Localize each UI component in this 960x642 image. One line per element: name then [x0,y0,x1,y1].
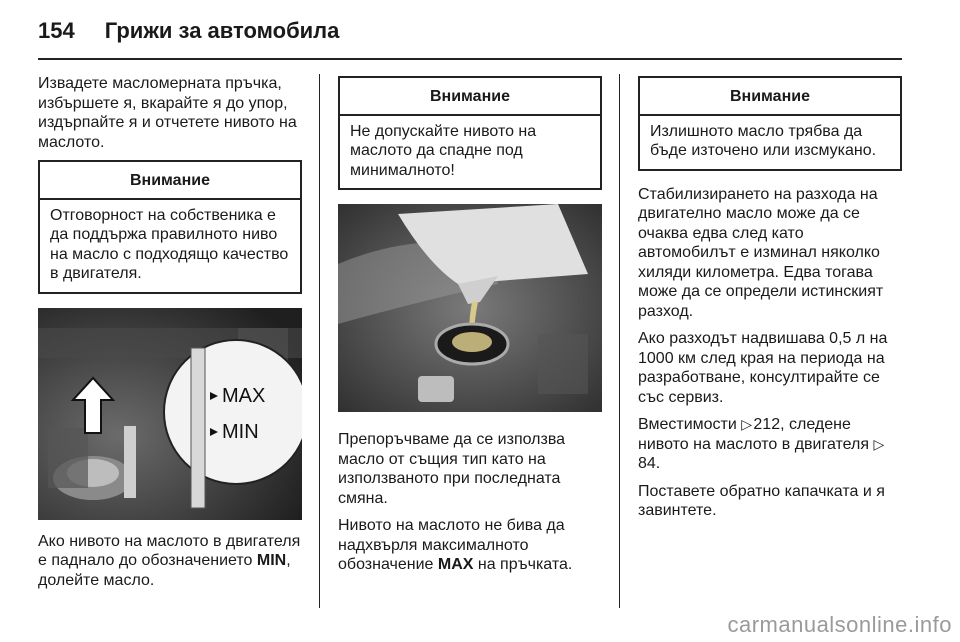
note-body: Излишното масло трябва да бъде източено или изсмукано. [650,122,877,159]
header-rule [38,58,902,60]
page-reference[interactable]: 212 [753,416,781,433]
page-reference[interactable]: 84 [638,455,656,472]
paragraph [638,415,902,474]
paragraph: Препоръчваме да се използва масло от същия тип като на използваното при последната смяна. [338,431,566,507]
text-run: , следене нивото на маслото в двигателя [638,416,874,453]
watermark: carmanualsonline.info [727,612,952,637]
dipstick-illustration [38,308,302,520]
paragraph [338,516,602,575]
page-number: 154 [38,18,75,43]
text-run: Вместимости [638,416,742,433]
paragraph: Ако разходът надвишава 0,5 л на 1000 км след края на периода на разработване, консултирайте се със сервиз. [638,330,888,406]
text-run: на пръчката. [473,556,573,573]
paragraph: Извадете масломерната пръчка, избършете я, вкарайте я до упор, издърпайте я и отчетете нивото на маслото. [38,75,297,151]
reference-triangle-icon: ▷ [873,435,885,452]
column-2 [338,74,602,583]
warning-note [638,76,902,171]
text-run-bold: MIN [256,552,287,569]
reference-triangle-icon: ▷ [741,416,753,432]
page-header [38,14,339,48]
warning-note [38,160,302,294]
min-label: MIN [222,420,259,443]
note-title: Внимание [640,78,900,116]
paragraph: Поставете обратно капачката и я завинтете. [638,482,885,519]
note-body: Не допускайте нивото на маслото да спадне под минималното! [350,122,537,179]
text-run: . [655,455,661,472]
note-body: Отговорност на собственика е да поддържа правилното ниво на масло с подходящо качество в двигателя. [50,206,289,282]
dipstick-image [38,308,302,520]
paragraph: Стабилизирането на разхода на двигателно масло може да се очаква едва след като автомобилът е изминал няколко хиляди километра. Едва тогава може да се определи истинският разход. [638,185,884,320]
column-divider [619,74,620,608]
zoom-circle [164,340,302,484]
oil-pouring-illustration [338,204,602,412]
text-run: Нивото на маслото не бива да надхвърля максималното обозначение [338,517,565,573]
paragraph [38,532,302,591]
warning-note [338,76,602,190]
max-label: MAX [222,384,266,407]
note-title: Внимание [40,162,300,200]
column-divider [319,74,320,608]
column-3 [638,74,902,529]
oil-pouring-image [338,204,602,412]
note-title: Внимание [340,78,600,116]
text-run: , долейте масло. [38,552,291,589]
text-run-bold: MAX [437,556,474,573]
column-1 [38,74,302,598]
page-title: Грижи за автомобила [104,18,340,43]
text-run: Ако нивото на маслото в двигателя е паднало до обозначението [38,532,301,569]
